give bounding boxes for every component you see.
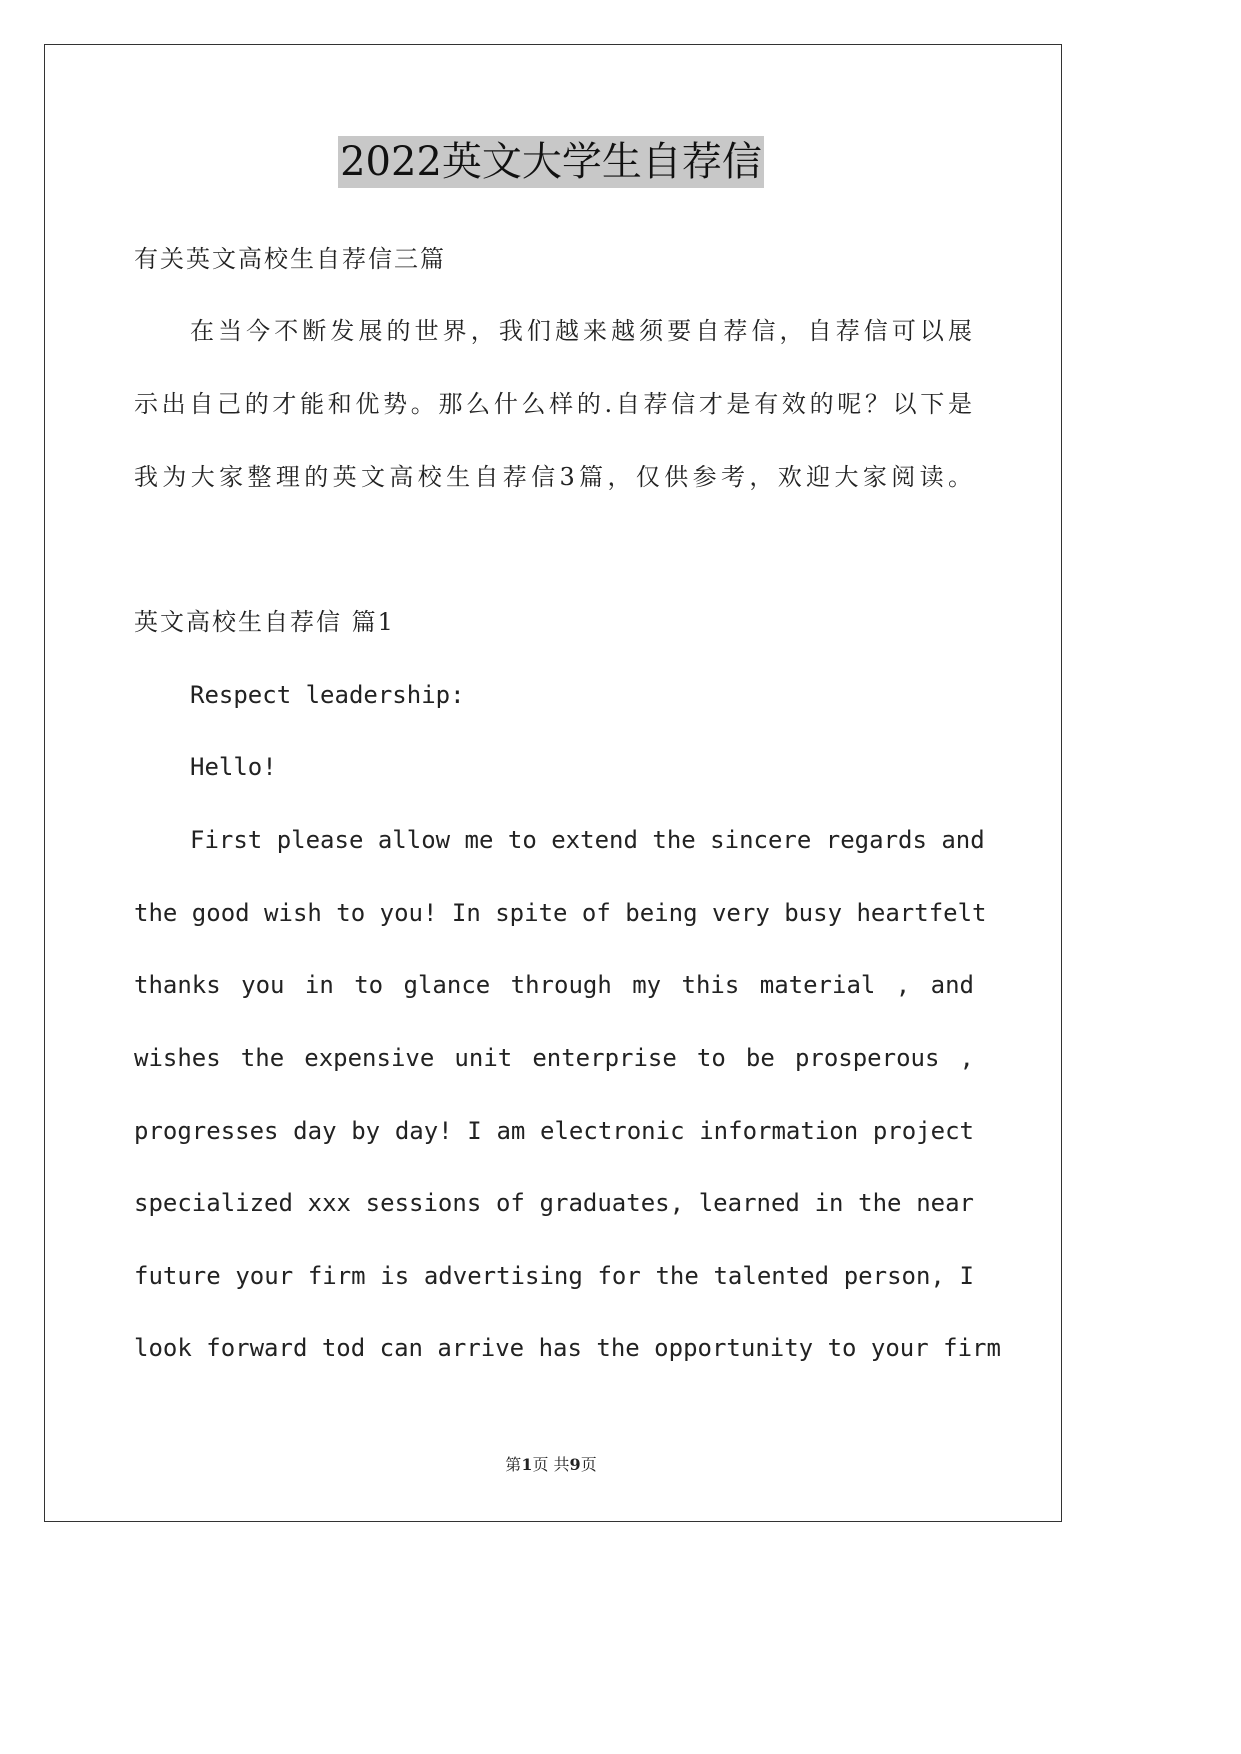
body-line-7: future your firm is advertising for the talented person, I [134, 1262, 974, 1290]
intro-line-1: 在当今不断发展的世界，我们越来越须要自荐信，自荐信可以展 [190, 317, 974, 345]
footer-prefix: 第 [505, 1455, 522, 1474]
body-line-4: wishes the expensive unit enterprise to be prosperous , [134, 1044, 974, 1072]
footer-mid: 页 共 [532, 1455, 570, 1474]
body-line-6: specialized xxx sessions of graduates, learned in the near [134, 1189, 974, 1217]
intro-line-3: 我为大家整理的英文高校生自荐信3篇，仅供参考，欢迎大家阅读。 [134, 463, 974, 491]
section-heading: 英文高校生自荐信 篇1 [134, 608, 395, 636]
body-line-3: thanks you in to glance through my this material , and [134, 971, 974, 999]
footer-total-pages: 9 [569, 1455, 581, 1474]
salutation: Respect leadership: [190, 681, 465, 709]
footer-current-page: 1 [521, 1455, 533, 1474]
footer-suffix: 页 [580, 1455, 597, 1474]
intro-line-2: 示出自己的才能和优势。那么什么样的.自荐信才是有效的呢？以下是 [134, 390, 974, 418]
body-line-2: the good wish to you! In spite of being very busy heartfelt [134, 899, 987, 927]
greeting: Hello! [190, 753, 277, 781]
document-subtitle: 有关英文高校生自荐信三篇 [134, 245, 446, 273]
body-line-1: First please allow me to extend the sincere regards and [190, 826, 985, 854]
body-line-5: progresses day by day! I am electronic information project [134, 1117, 974, 1145]
body-line-8: look forward tod can arrive has the opportunity to your firm [134, 1334, 1001, 1362]
title-container [0, 136, 1102, 188]
page-footer [0, 1452, 1102, 1475]
document-title: 2022英文大学生自荐信 [338, 136, 764, 188]
